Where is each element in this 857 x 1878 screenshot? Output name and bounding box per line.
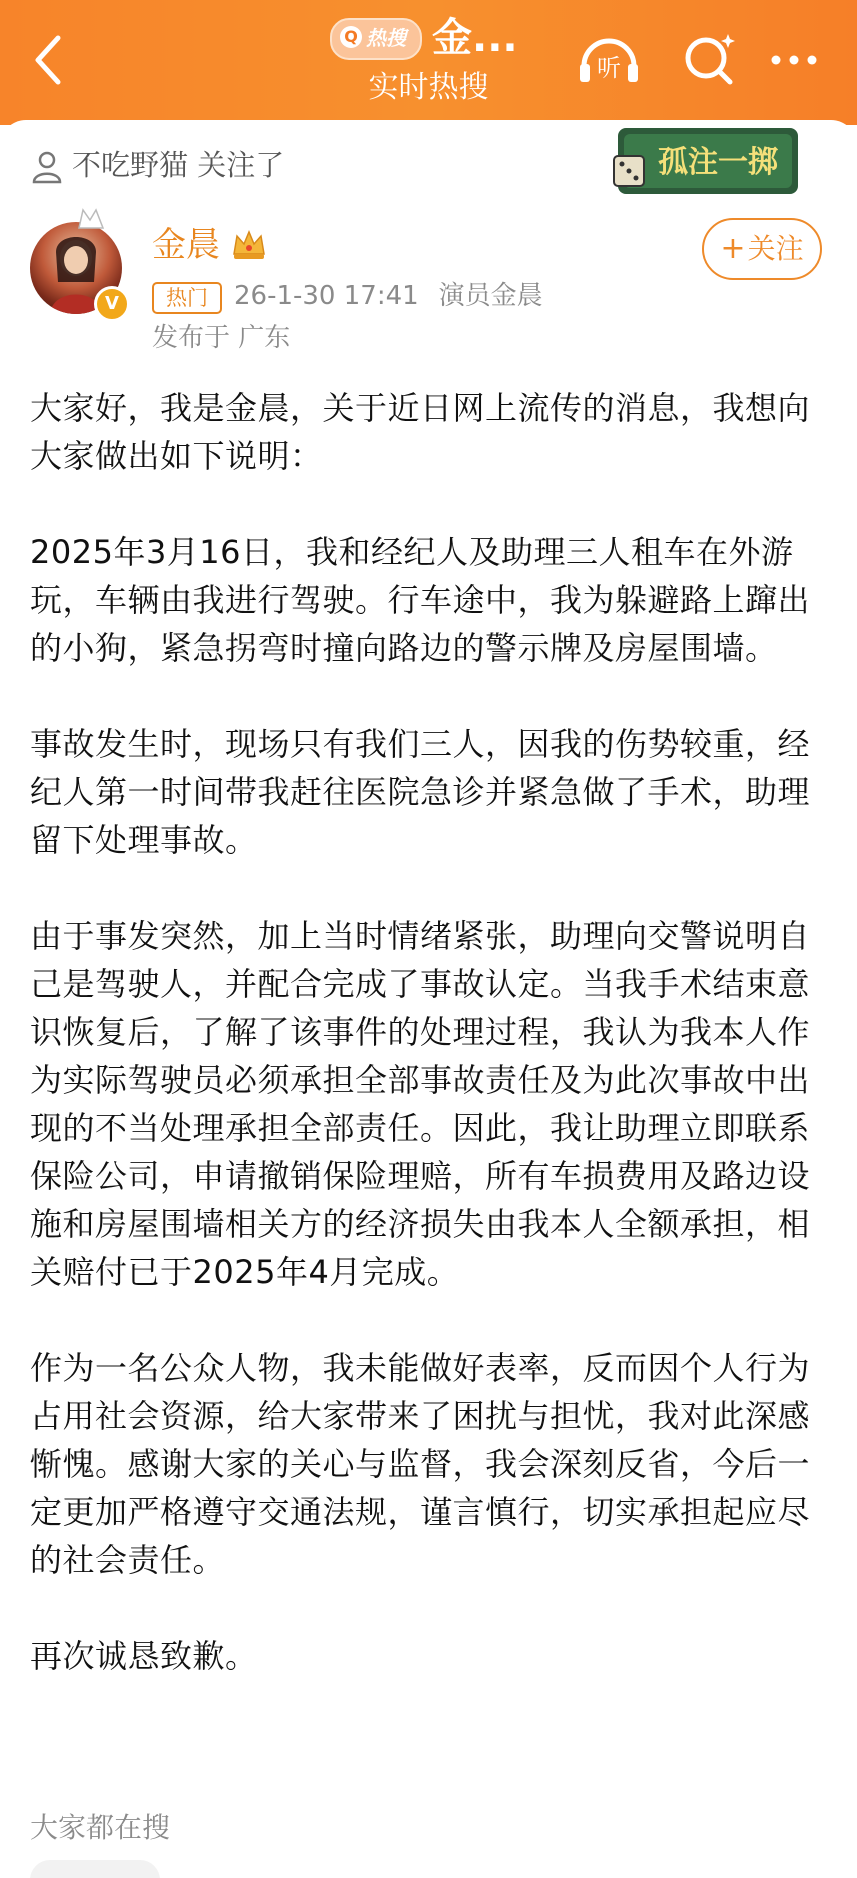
search-mini-icon: Q xyxy=(340,26,362,48)
trending-searches-label: 大家都在搜 xyxy=(30,1811,171,1844)
post-timestamp: 26-1-30 17:41 xyxy=(234,281,419,311)
post-paragraph: 作为一名公众人物，我未能做好表率，反而因个人行为占用社会资源，给大家带来了困扰与担忧，我对此深感惭愧。感谢大家的关心与监督，我会深刻反省，今后一定更加严格遵守交通法规，谨言慎行，切实承担起应尽的社会责任。 xyxy=(30,1349,811,1579)
post-body xyxy=(30,384,830,1728)
plus-icon: + xyxy=(720,231,746,266)
more-icon xyxy=(762,28,832,92)
listen-icon-text: 听 xyxy=(597,54,621,82)
more-button[interactable] xyxy=(762,28,832,92)
cat-ears-decoration-icon xyxy=(76,206,106,230)
trending-search-chip[interactable] xyxy=(30,1860,160,1878)
user-outline-icon xyxy=(30,149,64,185)
crown-icon xyxy=(230,226,268,264)
hot-search-chip[interactable] xyxy=(330,18,422,60)
hot-search-chip-label: 热搜 xyxy=(366,26,406,50)
author-name[interactable]: 金晨 xyxy=(152,225,220,265)
post-location: 发布于 广东 xyxy=(152,323,291,353)
banner-text: 孤注一掷 xyxy=(658,145,778,180)
post-paragraph: 由于事发突然，加上当时情绪紧张，助理向交警说明自己是驾驶人，并配合完成了事故认定。当我手术结束意识恢复后，了解了该事件的处理过程，我认为我本人作为实际驾驶员必须承担全部事故责任及为此次事故中出现的不当处理承担全部责任。因此，我让助理立即联系保险公司，申请撤销保险理赔，所有车损费用及路边设施和房屋围墙相关方的经济损失由我本人全额承担，相关赔付已于2025年4月完成。 xyxy=(30,917,811,1291)
search-button[interactable] xyxy=(676,28,746,92)
follow-button-label: 关注 xyxy=(747,232,804,265)
follow-note[interactable] xyxy=(30,145,284,185)
super-topic-banner[interactable] xyxy=(610,118,806,208)
page-title: 金... xyxy=(432,15,518,61)
follow-button[interactable] xyxy=(702,218,822,280)
page-subtitle: 实时热搜 xyxy=(368,70,489,105)
post-paragraph: 事故发生时，现场只有我们三人，因我的伤势较重，经纪人第一时间带我赶往医院急诊并紧急做了手术，助理留下处理事故。 xyxy=(30,725,811,859)
post-source: 演员金晨 xyxy=(438,281,543,311)
listen-icon xyxy=(574,28,644,92)
hot-tag: 热门 xyxy=(152,282,222,314)
super-topic-banner-icon xyxy=(610,118,806,208)
top-header xyxy=(0,0,857,125)
post-paragraph: 大家好，我是金晨，关于近日网上流传的消息，我想向大家做出如下说明： xyxy=(30,389,811,475)
listen-button[interactable] xyxy=(574,28,644,92)
post-paragraph: 再次诚恳致歉。 xyxy=(30,1637,258,1675)
verified-badge: V xyxy=(94,286,130,322)
post-meta xyxy=(234,278,543,314)
post-paragraph: 2025年3月16日，我和经纪人及助理三人租车在外游玩，车辆由我进行驾驶。行车途中，我为躲避路上蹿出的小狗，紧急拐弯时撞向路边的警示牌及房屋围墙。 xyxy=(30,533,811,667)
search-icon xyxy=(676,28,746,92)
follow-note-text: 不吃野猫 关注了 xyxy=(72,148,285,182)
